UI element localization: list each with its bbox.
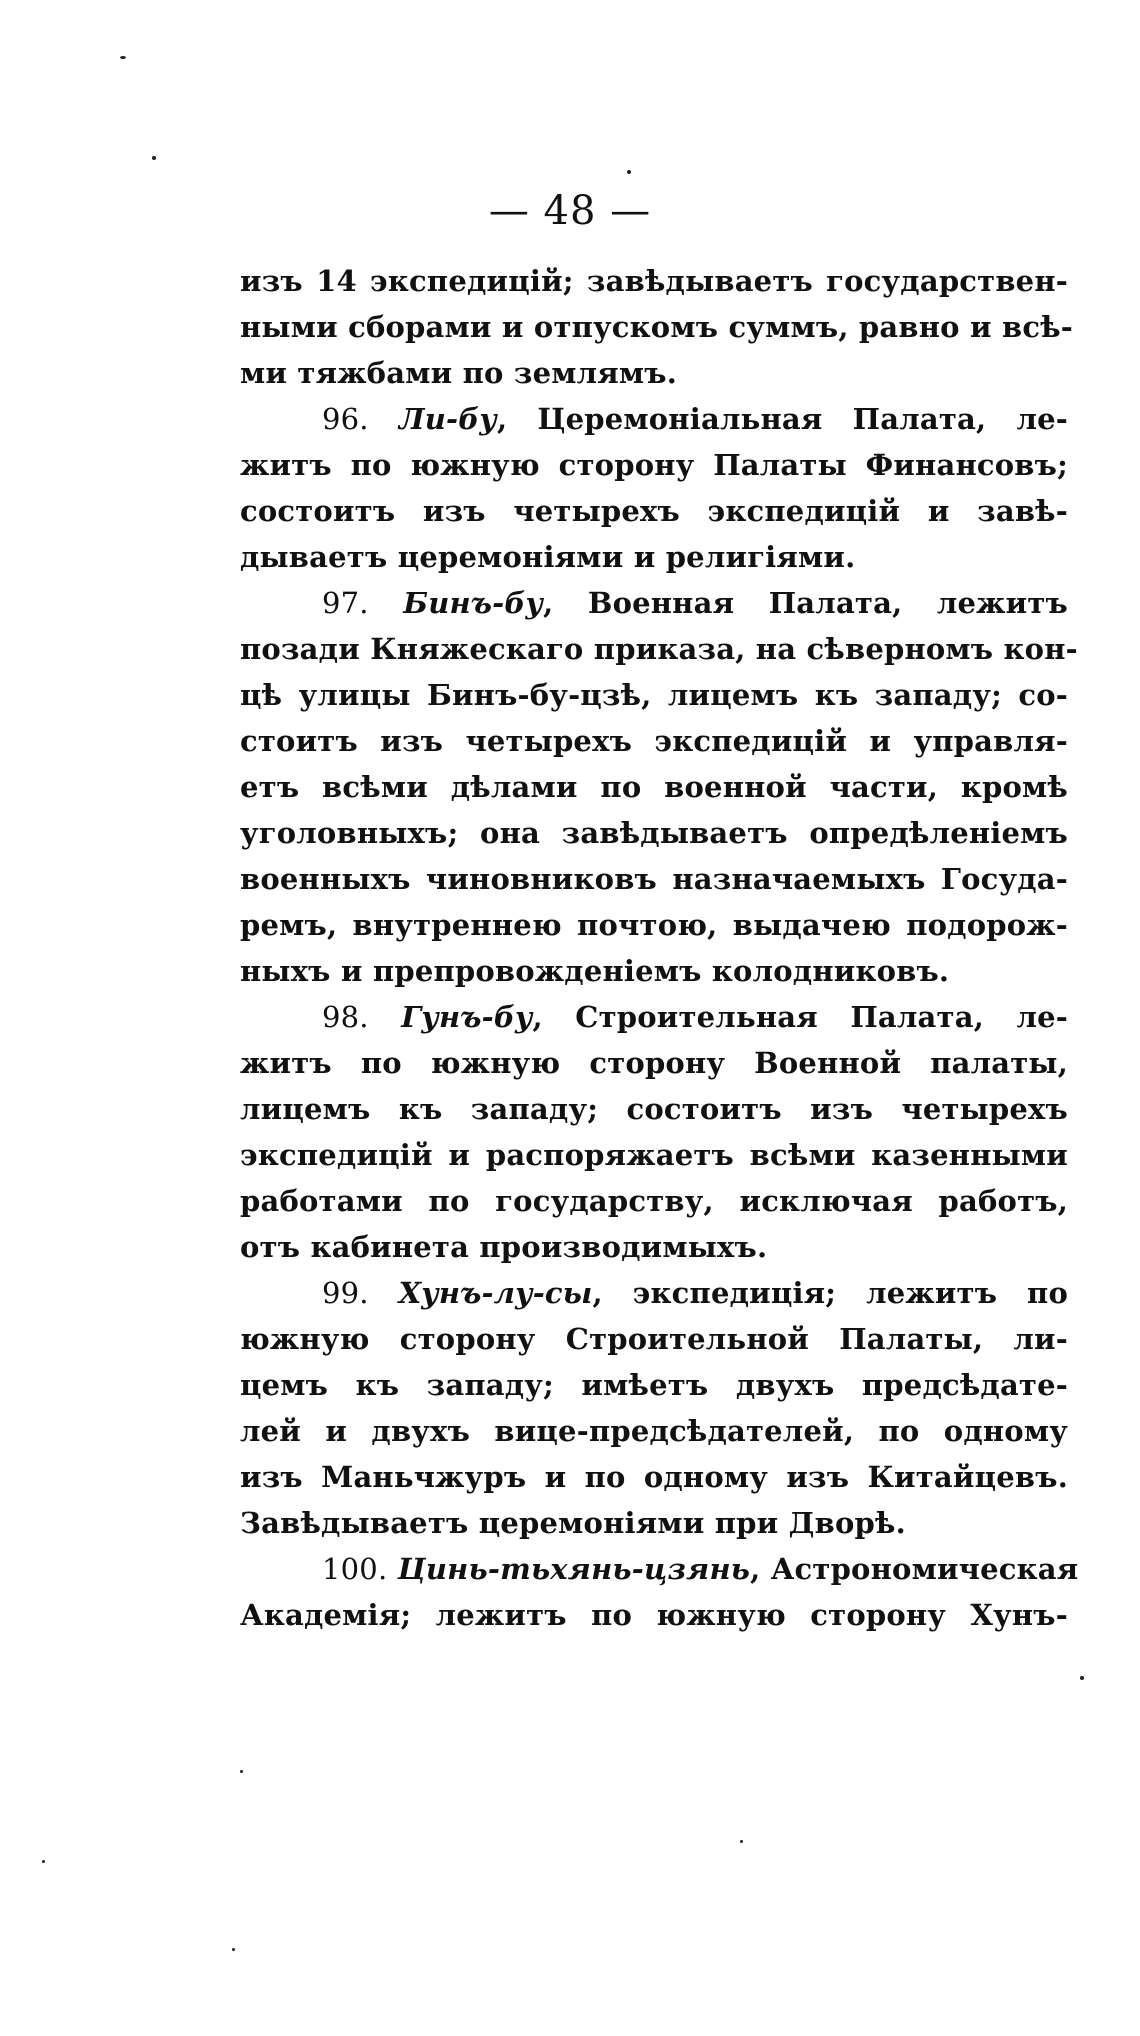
text-line: ми тяжбами по землямъ. bbox=[240, 356, 678, 390]
paragraph-first-line bbox=[240, 396, 1068, 442]
scan-speck bbox=[740, 1840, 743, 1843]
text-line: экспедицій и распоряжаетъ всѣми казенными bbox=[240, 1138, 1068, 1172]
text-line: цемъ къ западу; имѣетъ двухъ предсѣдате- bbox=[240, 1368, 1068, 1402]
text-line: позади Княжескаго приказа, на сѣверномъ кон- bbox=[240, 632, 1078, 666]
chinese-term: Цинь-тьхянь-цзянь bbox=[397, 1552, 751, 1586]
chinese-term: Хунъ-лу-сы bbox=[398, 1276, 593, 1310]
text-line: южную сторону Строительной Палаты, ли- bbox=[240, 1322, 1068, 1356]
paragraph-number: 98. bbox=[322, 1000, 369, 1034]
text-line: уголовныхъ; она завѣдываетъ опредѣленіемъ bbox=[240, 816, 1068, 850]
scan-speck bbox=[240, 1770, 243, 1773]
text-line: работами по государству, исключая работъ, bbox=[240, 1184, 1068, 1218]
text-line: Академія; лежитъ по южную сторону Хунъ- bbox=[240, 1598, 1068, 1632]
text-line: житъ по южную сторону Палаты Финансовъ; bbox=[240, 448, 1068, 482]
text-line: лицемъ къ западу; состоитъ изъ четырехъ bbox=[240, 1092, 1068, 1126]
chinese-term: Ли-бу bbox=[398, 402, 497, 436]
scan-speck bbox=[232, 1948, 235, 1951]
text-line: житъ по южную сторону Военной палаты, bbox=[240, 1046, 1068, 1080]
text-line: военныхъ чиновниковъ назначаемыхъ Госуда- bbox=[240, 862, 1068, 896]
text-line: стоитъ изъ четырехъ экспедицій и управля- bbox=[240, 724, 1068, 758]
text-run: , Строительная Палата, ле- bbox=[532, 1000, 1068, 1034]
paragraph-first-line bbox=[240, 580, 1068, 626]
text-line: состоитъ изъ четырехъ экспедицій и завѣ- bbox=[240, 494, 1068, 528]
text-run: , экспедиція; лежитъ по bbox=[592, 1276, 1069, 1310]
page-text bbox=[240, 258, 1079, 1638]
text-line: етъ всѣми дѣлами по военной части, кромѣ bbox=[240, 770, 1068, 804]
paragraph-number: 96. bbox=[322, 402, 369, 436]
scan-speck bbox=[120, 56, 126, 59]
text-line: цѣ улицы Бинъ-бу-цзѣ, лицемъ къ западу; со- bbox=[240, 678, 1068, 712]
scan-speck bbox=[152, 156, 156, 160]
paragraph-first-line bbox=[240, 1546, 1079, 1592]
text-run: , Церемоніальная Палата, ле- bbox=[496, 402, 1068, 436]
text-line: дываетъ церемоніями и религіями. bbox=[240, 540, 856, 574]
text-line: Завѣдываетъ церемоніями при Дворѣ. bbox=[240, 1506, 906, 1540]
text-line: отъ кабинета производимыхъ. bbox=[240, 1230, 768, 1264]
text-line: ремъ, внутреннею почтою, выдачею подорож- bbox=[240, 908, 1068, 942]
chinese-term: Гунъ-бу bbox=[401, 1000, 533, 1034]
page-number: — 48 — bbox=[488, 188, 652, 234]
text-line: ными сборами и отпускомъ суммъ, равно и всѣ- bbox=[240, 310, 1074, 344]
scan-speck bbox=[627, 170, 631, 174]
paragraph-number: 97. bbox=[322, 586, 369, 620]
scan-speck bbox=[1080, 1676, 1084, 1680]
paragraph-number: 99. bbox=[322, 1276, 369, 1310]
chinese-term: Бинъ-бу bbox=[403, 586, 544, 620]
paragraph-number: 100. bbox=[322, 1552, 388, 1586]
paragraph-first-line bbox=[240, 994, 1068, 1040]
text-line: лей и двухъ вице-предсѣдателей, по одному bbox=[240, 1414, 1068, 1448]
scan-speck bbox=[42, 1860, 45, 1863]
text-run: , Военная Палата, лежитъ bbox=[543, 586, 1068, 620]
text-line: изъ Маньчжуръ и по одному изъ Китайцевъ. bbox=[240, 1460, 1068, 1494]
paragraph-first-line bbox=[240, 1270, 1068, 1316]
text-run: , Астрономическая bbox=[750, 1552, 1079, 1586]
text-line: изъ 14 экспедицій; завѣдываетъ государствен- bbox=[240, 264, 1068, 298]
text-line: ныхъ и препровожденіемъ колодниковъ. bbox=[240, 954, 950, 988]
